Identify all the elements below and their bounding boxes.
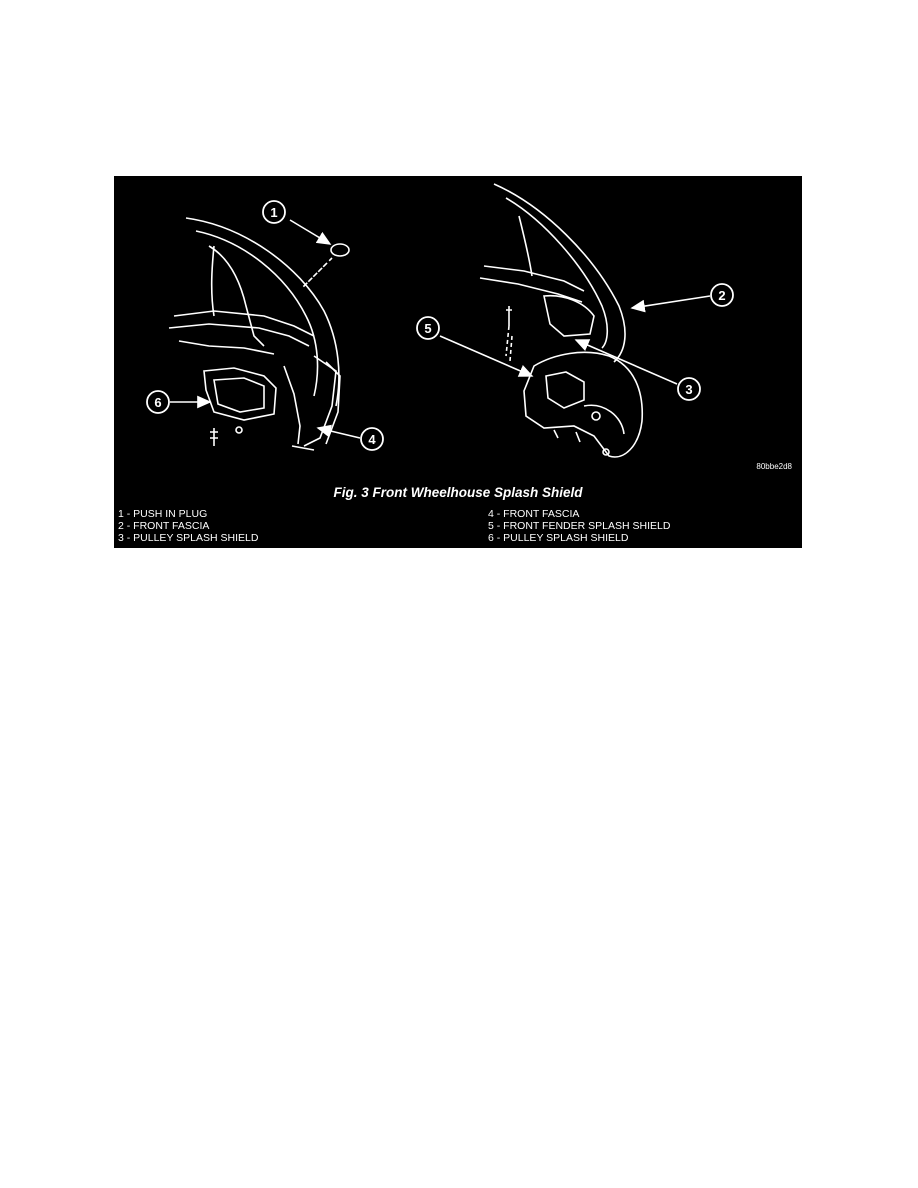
callout-3-number: 3 bbox=[685, 382, 693, 397]
callout-1-number: 1 bbox=[270, 205, 278, 220]
callout-2 bbox=[632, 284, 733, 308]
legend-item: 2 - FRONT FASCIA bbox=[118, 520, 210, 532]
right-wheelhouse-drawing bbox=[480, 184, 642, 457]
legend-item: 1 - PUSH IN PLUG bbox=[118, 508, 208, 520]
callout-2-number: 2 bbox=[718, 288, 726, 303]
callout-6 bbox=[147, 391, 210, 413]
callout-3 bbox=[576, 340, 700, 400]
legend-right bbox=[488, 508, 728, 544]
figure-front-wheelhouse-splash-shield bbox=[114, 176, 802, 548]
figure-code: 80bbe2d8 bbox=[756, 462, 792, 471]
callout-5-number: 5 bbox=[424, 321, 432, 336]
illustration bbox=[114, 176, 802, 476]
legend-item: 5 - FRONT FENDER SPLASH SHIELD bbox=[488, 520, 671, 532]
legend-left bbox=[118, 508, 358, 544]
legend-item: 3 - PULLEY SPLASH SHIELD bbox=[118, 532, 259, 544]
callout-5 bbox=[417, 317, 532, 376]
figure-caption: Fig. 3 Front Wheelhouse Splash Shield bbox=[333, 485, 583, 500]
callout-4-number: 4 bbox=[368, 432, 376, 447]
legend-item: 4 - FRONT FASCIA bbox=[488, 508, 580, 520]
left-wheelhouse-drawing bbox=[169, 218, 349, 450]
callout-6-number: 6 bbox=[154, 395, 162, 410]
callout-1 bbox=[263, 201, 330, 244]
legend-item: 6 - PULLEY SPLASH SHIELD bbox=[488, 532, 629, 544]
